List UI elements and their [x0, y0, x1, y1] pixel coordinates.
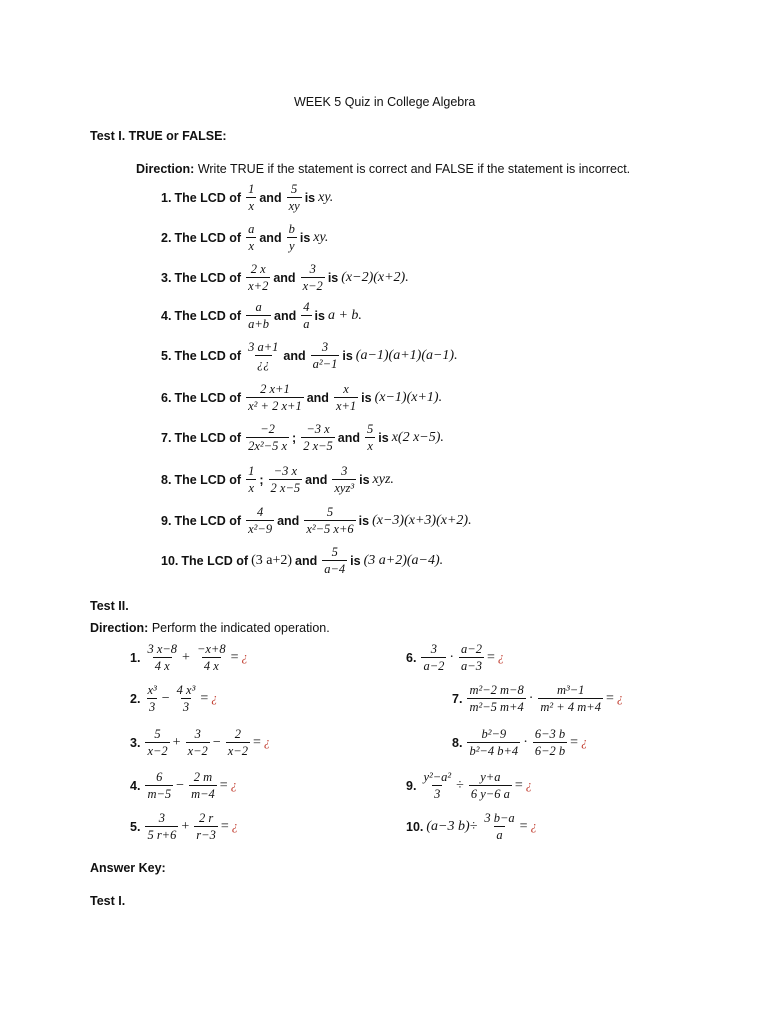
statement-answer: (x−2)(x+2). — [341, 269, 409, 285]
numerator: 5 — [326, 505, 334, 519]
denominator: m²−5 m+4 — [469, 700, 524, 714]
result-placeholder: ¿ — [241, 650, 248, 664]
question-number: 10. — [161, 553, 179, 568]
denominator: 2 x−5 — [303, 439, 333, 453]
denominator: a+b — [248, 317, 270, 331]
fraction — [189, 770, 217, 801]
denominator: 3 — [182, 700, 190, 714]
denominator: x²−5 x+6 — [306, 522, 354, 536]
fraction — [269, 464, 303, 495]
expression: (3 a+2) — [251, 552, 292, 568]
denominator: x−2 — [187, 744, 208, 758]
test1-direction — [136, 162, 630, 176]
denominator: m² + 4 m+4 — [540, 700, 601, 714]
separator: and — [306, 390, 329, 405]
separator: and — [337, 430, 361, 445]
is-word: is — [350, 553, 361, 568]
question-lead: The LCD of — [174, 230, 242, 245]
question-lead: The LCD of — [174, 430, 242, 445]
is-word: is — [378, 430, 389, 445]
numerator: −x+8 — [196, 642, 226, 656]
question-number: 5. — [161, 348, 172, 363]
separator: and — [259, 190, 282, 205]
numerator: 2 m — [193, 770, 213, 784]
question-row — [161, 464, 397, 495]
direction-label: Direction: — [90, 621, 149, 635]
numerator: 3 — [194, 727, 201, 741]
operator: · — [528, 690, 534, 706]
numerator: −3 x — [306, 422, 330, 436]
question-row — [161, 382, 445, 413]
fraction — [421, 642, 446, 673]
fraction — [421, 770, 453, 801]
problem-number: 6. — [406, 650, 417, 665]
equals-sign: = — [486, 649, 495, 665]
equals-sign: = — [200, 690, 209, 706]
fraction — [246, 422, 289, 453]
fraction — [467, 727, 520, 758]
numerator: 3 — [341, 464, 348, 478]
statement-answer: a + b. — [327, 307, 362, 323]
numerator: 3 — [321, 340, 329, 354]
numerator: 6−3 b — [534, 727, 566, 741]
numerator: 5 — [331, 545, 338, 559]
question-number: 6. — [161, 390, 172, 405]
question-row — [161, 422, 447, 453]
is-word: is — [304, 190, 316, 205]
statement-answer: (x−3)(x+3)(x+2). — [372, 512, 472, 528]
problem-number: 10. — [406, 819, 424, 834]
numerator: 4 x³ — [176, 683, 196, 697]
denominator: b²−4 b+4 — [469, 744, 519, 758]
denominator: x−2 — [302, 279, 323, 293]
is-word: is — [314, 308, 325, 323]
test2-direction — [90, 621, 330, 635]
denominator: x — [367, 439, 373, 453]
question-lead: The LCD of — [174, 390, 242, 405]
denominator: x+2 — [248, 279, 269, 293]
statement-answer: (x−1)(x+1). — [374, 389, 443, 405]
numerator: 2 x — [250, 262, 266, 276]
problem-row — [452, 727, 590, 758]
question-number: 7. — [161, 430, 172, 445]
equals-sign: = — [219, 777, 228, 793]
denominator: x — [248, 481, 255, 495]
separator: and — [283, 348, 306, 363]
is-word: is — [359, 472, 370, 487]
is-word: is — [327, 270, 339, 285]
numerator: m²−2 m−8 — [469, 683, 524, 697]
problem-number: 1. — [130, 650, 141, 665]
operator: − — [176, 777, 185, 793]
result-placeholder: ¿ — [525, 778, 532, 792]
fraction — [145, 642, 179, 673]
separator: ; — [259, 472, 264, 487]
result-placeholder: ¿ — [263, 735, 271, 749]
answer-key-heading: Answer Key: — [90, 861, 166, 875]
problem-number: 4. — [130, 778, 141, 793]
question-row — [161, 300, 365, 331]
statement-answer: xy. — [313, 229, 329, 245]
numerator: −2 — [260, 422, 275, 436]
problem-number: 9. — [406, 778, 417, 793]
is-word: is — [342, 348, 353, 363]
denominator: m−4 — [191, 787, 215, 801]
denominator: a — [496, 828, 503, 842]
fraction — [145, 811, 178, 842]
result-placeholder: ¿ — [497, 650, 505, 664]
problem-number: 7. — [452, 691, 463, 706]
problem-row — [130, 642, 251, 673]
fraction — [459, 642, 484, 673]
fraction — [246, 182, 256, 213]
operator: − — [161, 690, 170, 706]
statement-answer: xyz. — [372, 471, 394, 487]
problem-number: 3. — [130, 735, 141, 750]
denominator: x — [248, 199, 255, 213]
fraction — [301, 422, 335, 453]
separator: ; — [292, 430, 297, 445]
denominator: xyz³ — [334, 481, 355, 495]
result-placeholder: ¿ — [616, 691, 624, 705]
question-row — [161, 262, 412, 293]
denominator: x−2 — [227, 744, 248, 758]
question-lead: The LCD of — [174, 472, 242, 487]
operator: + — [172, 734, 181, 750]
fraction — [365, 422, 375, 453]
direction-text: Write TRUE if the statement is correct and FALSE if the statement is incorrect. — [194, 162, 631, 176]
is-word: is — [299, 230, 311, 245]
problem-number: 2. — [130, 691, 141, 706]
operator: + — [181, 818, 190, 834]
denominator: 4 x — [154, 659, 170, 673]
fraction — [226, 727, 250, 758]
fraction — [304, 505, 355, 536]
denominator: 2 x−5 — [270, 481, 301, 495]
fraction — [322, 545, 347, 576]
fraction — [195, 642, 228, 673]
is-word: is — [361, 390, 372, 405]
question-lead: The LCD of — [174, 308, 242, 323]
question-lead: The LCD of — [174, 190, 242, 205]
separator: and — [259, 230, 282, 245]
equals-sign: = — [519, 818, 528, 834]
denominator: a — [303, 317, 310, 331]
test1-heading: Test I. TRUE or FALSE: — [90, 129, 227, 143]
numerator: x³ — [147, 683, 157, 697]
numerator: 3 b−a — [484, 811, 515, 825]
statement-answer: x(2 x−5). — [391, 429, 444, 445]
denominator: 4 x — [203, 659, 219, 673]
question-lead: The LCD of — [174, 270, 242, 285]
denominator: r−3 — [196, 828, 216, 842]
question-row — [161, 222, 331, 253]
denominator: x² + 2 x+1 — [248, 399, 302, 413]
numerator: 1 — [248, 182, 255, 196]
numerator: 4 — [256, 505, 264, 519]
denominator: 3 — [434, 787, 441, 801]
result-placeholder: ¿ — [530, 819, 537, 833]
denominator: x+1 — [335, 399, 357, 413]
equals-sign: = — [230, 649, 239, 665]
numerator: 6 — [156, 770, 163, 784]
numerator: 3 — [309, 262, 316, 276]
is-word: is — [358, 513, 370, 528]
operator: + — [182, 649, 190, 665]
numerator: 3 a+1 — [248, 340, 279, 354]
result-placeholder: ¿ — [230, 778, 237, 792]
equals-sign: = — [605, 690, 614, 706]
problem-row — [406, 770, 535, 801]
denominator: ¿¿ — [257, 357, 270, 371]
denominator: m−5 — [147, 787, 172, 801]
numerator: 5 — [367, 422, 374, 436]
denominator: a−4 — [324, 562, 346, 576]
statement-answer: (a−1)(a+1)(a−1). — [355, 347, 458, 363]
fraction — [469, 770, 512, 801]
question-row — [161, 340, 461, 371]
numerator: x — [343, 382, 349, 396]
fraction — [145, 770, 173, 801]
fraction — [246, 262, 270, 293]
equals-sign: = — [514, 777, 523, 793]
denominator: 6 y−6 a — [470, 787, 510, 801]
fraction — [194, 811, 218, 842]
separator: and — [277, 513, 300, 528]
direction-label: Direction: — [136, 162, 195, 176]
question-row — [161, 545, 446, 576]
fraction — [246, 464, 256, 495]
result-placeholder: ¿ — [231, 819, 238, 833]
question-number: 4. — [161, 308, 172, 323]
test2-heading: Test II. — [90, 599, 129, 613]
numerator: y+a — [480, 770, 501, 784]
problem-number: 5. — [130, 819, 141, 834]
problem-row — [452, 683, 626, 714]
denominator: a²−1 — [312, 357, 338, 371]
page-title: WEEK 5 Quiz in College Algebra — [294, 95, 476, 109]
question-number: 9. — [161, 513, 172, 528]
problem-number: 8. — [452, 735, 463, 750]
numerator: a — [248, 222, 255, 236]
numerator: a−2 — [461, 642, 482, 656]
fraction — [246, 505, 274, 536]
operator: ÷ — [456, 777, 464, 793]
denominator: a−2 — [423, 659, 445, 673]
numerator: 3 x−8 — [147, 642, 178, 656]
problem-row — [130, 727, 273, 758]
denominator: x−2 — [147, 744, 168, 758]
numerator: 3 — [430, 642, 438, 656]
fraction — [287, 182, 302, 213]
separator: and — [274, 308, 297, 323]
separator: and — [273, 270, 296, 285]
problem-row — [130, 770, 240, 801]
numerator: 2 — [234, 727, 241, 741]
result-placeholder: ¿ — [581, 735, 588, 749]
numerator: 2 r — [198, 811, 214, 825]
numerator: −3 x — [273, 464, 298, 478]
numerator: 2 x+1 — [260, 382, 290, 396]
fraction — [145, 683, 158, 714]
numerator: m³−1 — [556, 683, 585, 697]
expression: (a−3 b)÷ — [426, 818, 478, 834]
fraction — [246, 300, 271, 331]
fraction — [175, 683, 198, 714]
operator: · — [523, 734, 528, 750]
operator: · — [449, 649, 455, 665]
result-placeholder: ¿ — [211, 691, 218, 705]
fraction — [246, 340, 280, 371]
question-lead: The LCD of — [181, 553, 249, 568]
fraction — [482, 811, 516, 842]
statement-answer: (3 a+2)(a−4). — [363, 552, 444, 568]
fraction — [301, 262, 325, 293]
question-number: 8. — [161, 472, 172, 487]
denominator: 5 r+6 — [147, 828, 177, 842]
numerator: b²−9 — [481, 727, 507, 741]
numerator: 5 — [291, 182, 298, 196]
denominator: xy — [288, 199, 300, 213]
denominator: 6−2 b — [534, 744, 566, 758]
separator: and — [305, 472, 328, 487]
fraction — [311, 340, 340, 371]
separator: and — [295, 553, 318, 568]
fraction — [301, 300, 311, 331]
question-lead: The LCD of — [174, 348, 242, 363]
numerator: 4 — [303, 300, 310, 314]
denominator: y — [288, 239, 295, 253]
denominator: x²−9 — [248, 522, 273, 536]
question-row — [161, 505, 475, 536]
answer-key-test1-label: Test I. — [90, 894, 126, 908]
question-row — [161, 182, 336, 213]
denominator: 2x²−5 x — [248, 439, 288, 453]
problem-row — [130, 811, 241, 842]
problem-row — [130, 683, 220, 714]
direction-text: Perform the indicated operation. — [148, 621, 330, 635]
operator: − — [212, 734, 221, 750]
problem-row — [406, 811, 540, 842]
denominator: 3 — [148, 700, 156, 714]
fraction — [332, 464, 356, 495]
fraction — [334, 382, 358, 413]
numerator: b — [288, 222, 295, 236]
numerator: 5 — [154, 727, 161, 741]
question-number: 2. — [161, 230, 172, 245]
question-number: 3. — [161, 270, 172, 285]
equals-sign: = — [252, 734, 261, 750]
fraction — [186, 727, 210, 758]
statement-answer: xy. — [318, 189, 334, 205]
question-number: 1. — [161, 190, 172, 205]
denominator: a−3 — [461, 659, 482, 673]
numerator: a — [255, 300, 262, 314]
fraction — [533, 727, 567, 758]
numerator: 1 — [248, 464, 255, 478]
numerator: y²−a² — [423, 770, 452, 784]
problem-row — [406, 642, 507, 673]
fraction — [538, 683, 603, 714]
question-lead: The LCD of — [174, 513, 242, 528]
numerator: 3 — [158, 811, 166, 825]
equals-sign: = — [570, 734, 579, 750]
fraction — [246, 222, 256, 253]
fraction — [246, 382, 304, 413]
denominator: x — [248, 239, 255, 253]
fraction — [287, 222, 297, 253]
equals-sign: = — [220, 818, 229, 834]
fraction — [145, 727, 169, 758]
fraction — [467, 683, 525, 714]
